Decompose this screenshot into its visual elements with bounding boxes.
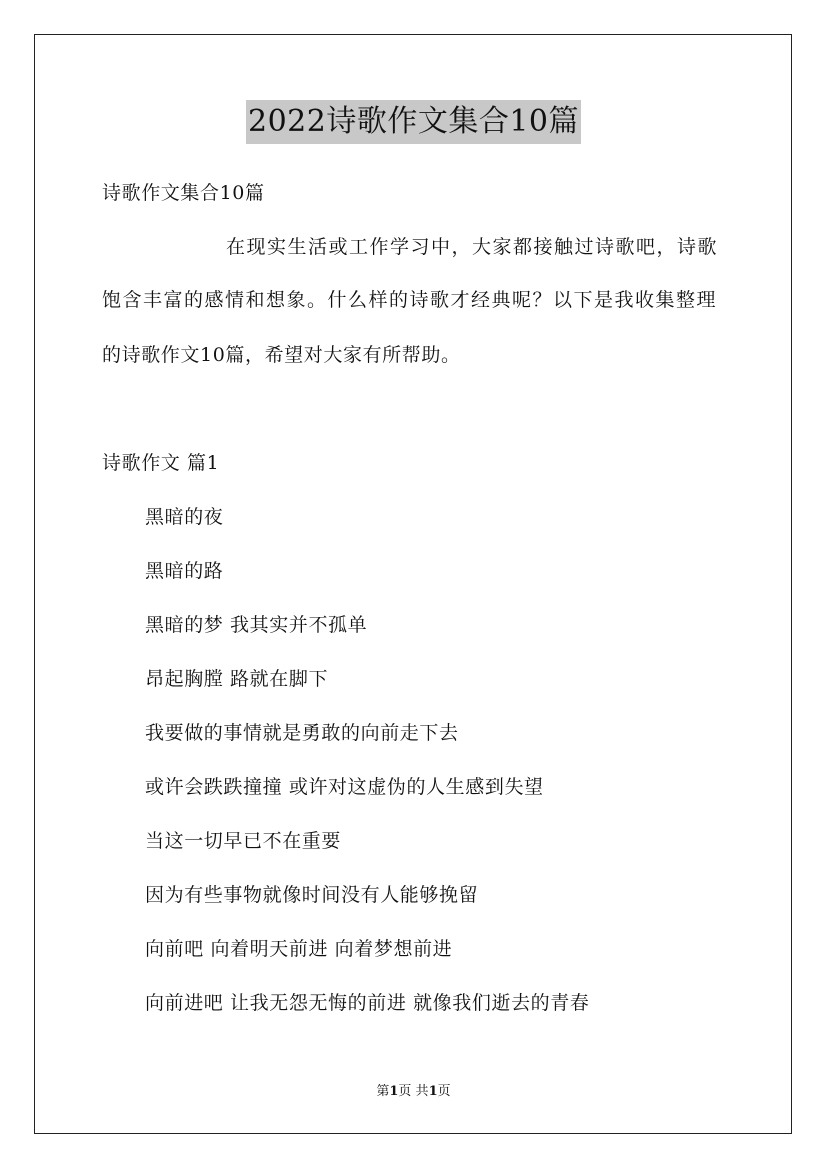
footer-prefix: 第 bbox=[376, 1084, 390, 1099]
poem-line-3: 黑暗的梦 我其实并不孤单 bbox=[145, 614, 368, 636]
poem-line-5: 我要做的事情就是勇敢的向前走下去 bbox=[145, 722, 459, 744]
section-heading: 诗歌作文 篇1 bbox=[102, 452, 220, 474]
intro-line-2: 饱含丰富的感情和想象。什么样的诗歌才经典呢？以下是我收集整理 bbox=[102, 289, 718, 311]
poem-line-6: 或许会跌跌撞撞 或许对这虚伪的人生感到失望 bbox=[145, 776, 544, 798]
title-container bbox=[0, 100, 827, 144]
page-footer bbox=[0, 1083, 827, 1101]
poem-line-2: 黑暗的路 bbox=[145, 560, 224, 582]
poem-line-8: 因为有些事物就像时间没有人能够挽留 bbox=[145, 884, 479, 906]
poem-line-1: 黑暗的夜 bbox=[145, 506, 224, 528]
poem-line-7: 当这一切早已不在重要 bbox=[145, 830, 342, 852]
document-subtitle: 诗歌作文集合10篇 bbox=[102, 182, 265, 204]
footer-mid: 页 共 bbox=[398, 1084, 429, 1099]
intro-line-1: 在现实生活或工作学习中，大家都接触过诗歌吧，诗歌 bbox=[226, 236, 719, 258]
document-title: 2022诗歌作文集合10篇 bbox=[246, 100, 581, 144]
footer-page-current: 1 bbox=[389, 1084, 399, 1099]
poem-line-4: 昂起胸膛 路就在脚下 bbox=[145, 668, 329, 690]
footer-page-total: 1 bbox=[428, 1084, 438, 1099]
poem-line-10: 向前进吧 让我无怨无悔的前进 就像我们逝去的青春 bbox=[145, 992, 590, 1014]
intro-line-3: 的诗歌作文10篇，希望对大家有所帮助。 bbox=[102, 344, 461, 366]
footer-suffix: 页 bbox=[437, 1084, 451, 1099]
poem-line-9: 向前吧 向着明天前进 向着梦想前进 bbox=[145, 938, 453, 960]
